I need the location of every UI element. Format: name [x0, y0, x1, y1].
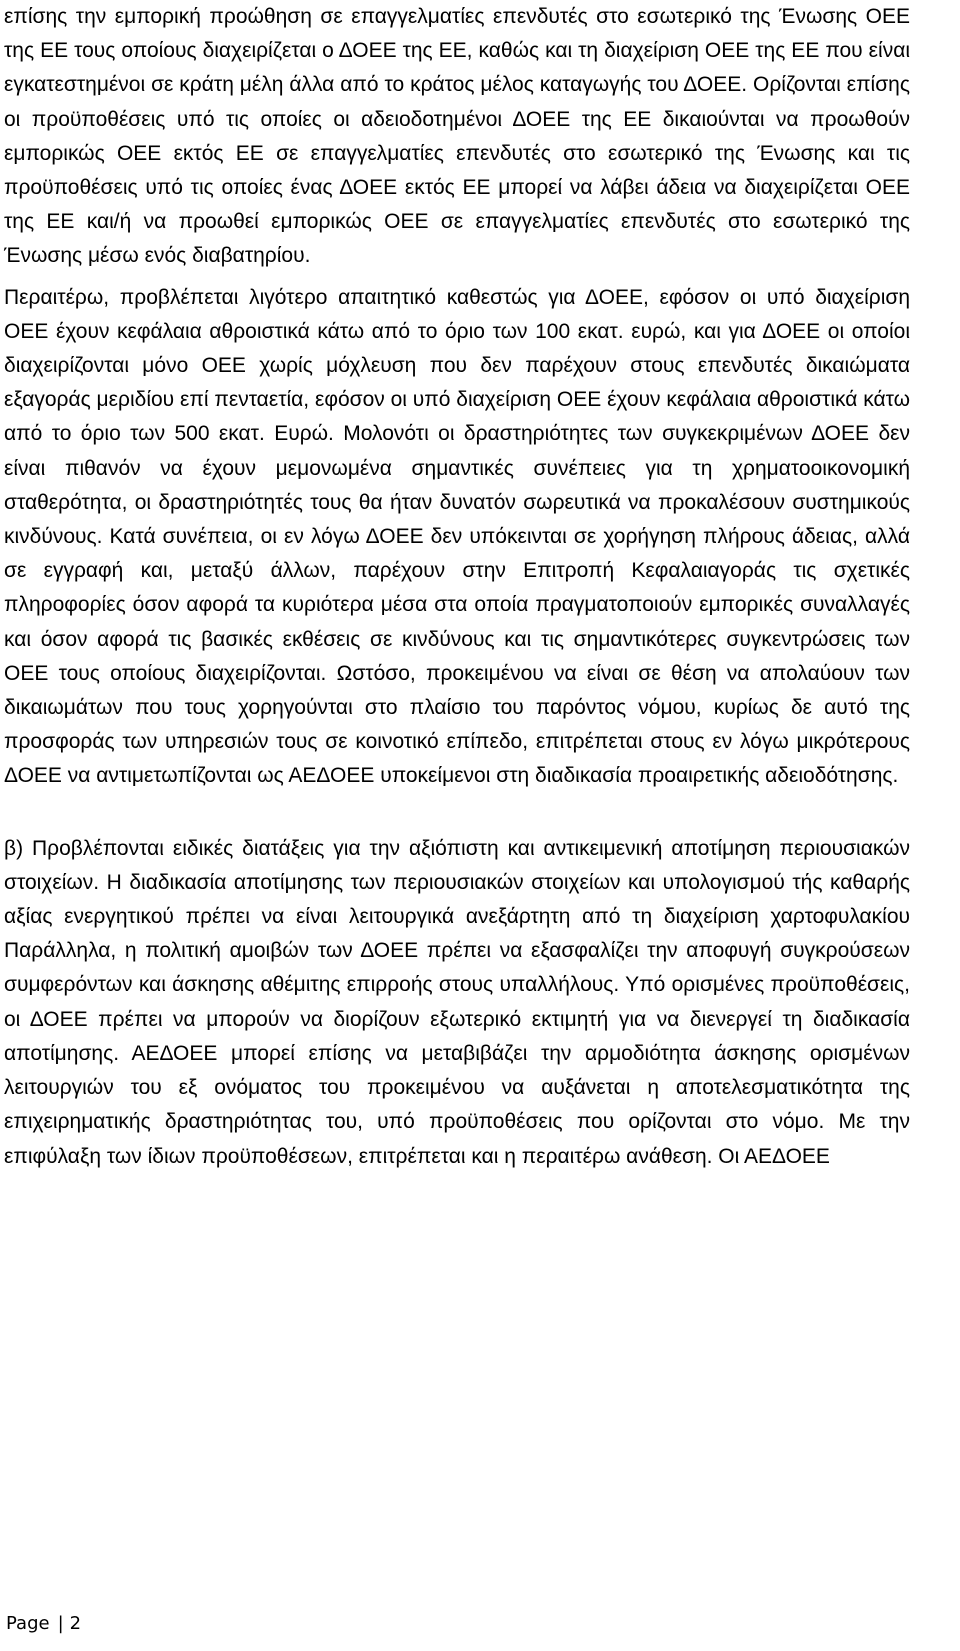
- page-footer: [6, 1612, 81, 1636]
- paragraph-3: β) Προβλέπονται ειδικές διατάξεις για την αξιόπιστη και αντικειμενική αποτίμηση περιουσιακών στοιχείων. Η διαδικασία αποτίμησης των περιουσιακών στοιχείων και υπολογισμού τής καθαρής αξίας ενεργητικού πρέπει να είναι λειτουργικά ανεξάρτητη από τη διαχείριση χαρτοφυλακίου Παράλληλα, η πολιτική αμοιβών των ΔΟΕΕ πρέπει να εξασφαλίζει την αποφυγή συγκρούσεων συμφερόντων και άσκησης αθέμιτης επιρροής στους υπαλλήλους. Υπό ορισμένες προϋποθέσεις, οι ΔΟΕΕ πρέπει να μπορούν να διορίζουν εξωτερικό εκτιμητή για να διενεργεί τη διαδικασία αποτίμησης. ΑΕΔΟΕΕ μπορεί επίσης να μεταβιβάζει την αρμοδιότητα άσκησης ορισμένων λειτουργιών του εξ ονόματος του προκειμένου να αυξάνεται η αποτελεσματικότητα της επιχειρηματικής δραστηριότητας του, υπό προϋποθέσεις που ορίζονται στο νόμο. Με την επιφύλαξη των ίδιων προϋποθέσεων, επιτρέπεται και η περαιτέρω ανάθεση. Οι ΑΕΔΟΕΕ: [4, 836, 910, 1168]
- page-number: 2: [69, 1613, 82, 1634]
- page-separator: |: [57, 1613, 64, 1634]
- page-label: Page: [6, 1613, 50, 1634]
- paragraph-2: Περαιτέρω, προβλέπεται λιγότερο απαιτητικό καθεστώς για ΔΟΕΕ, εφόσον οι υπό διαχείριση ΟΕΕ έχουν κεφάλαια αθροιστικά κάτω από το όριο των 100 εκατ. ευρώ, και για ΔΟΕΕ οι οποίοι διαχειρίζονται μόνο ΟΕΕ χωρίς μόχλευση που δεν παρέχουν στους επενδυτές δικαιώματα εξαγοράς μεριδίου επί πενταετία, εφόσον οι υπό διαχείριση ΟΕΕ έχουν κεφάλαια αθροιστικά κάτω από το όριο των 500 εκατ. Ευρώ. Μολονότι οι δραστηριότητες των συγκεκριμένων ΔΟΕΕ δεν είναι πιθανόν να έχουν μεμονωμένα σημαντικές συνέπειες για τη χρηματοοικονομική σταθερότητα, οι δραστηριότητές τους θα ήταν δυνατόν σωρευτικά να προκαλέσουν συστημικούς κινδύνους. Κατά συνέπεια, οι εν λόγω ΔΟΕΕ δεν υπόκεινται σε χορήγηση πλήρους άδειας, αλλά σε εγγραφή και, μεταξύ άλλων, παρέχουν στην Επιτροπή Κεφαλαιαγοράς τις σχετικές πληροφορίες όσον αφορά τα κυριότερα μέσα στα οποία πραγματοποιούν εμπορικές συναλλαγές και όσον αφορά τις βασικές εκθέσεις σε κινδύνους και τις σημαντικότερες συγκεντρώσεις των ΟΕΕ τους οποίους διαχειρίζονται. Ωστόσο, προκειμένου να είναι σε θέση να απολαύουν των δικαιωμάτων που τους χορηγούνται στο πλαίσιο του παρόντος νόμου, κυρίως δε αυτό της προσφοράς των υπηρεσιών τους σε κοινοτικό επίπεδο, επιτρέπεται στους εν λόγω μικρότερους ΔΟΕΕ να αντιμετωπίζονται ως ΑΕΔΟΕΕ υποκείμενοι στη διαδικασία προαιρετικής αδειοδότησης.: [4, 285, 911, 788]
- document-body: [4, 0, 910, 1174]
- paragraph-1: επίσης την εμπορική προώθηση σε επαγγελματίες επενδυτές στο εσωτερικό της Ένωσης ΟΕΕ της ΕΕ τους οποίους διαχειρίζεται ο ΔΟΕΕ της ΕΕ, καθώς και τη διαχείριση ΟΕΕ της ΕΕ που είναι εγκατεστημένοι σε κράτη μέλη άλλα από το κράτος μέλος καταγωγής του ΔΟΕΕ. Ορίζονται επίσης οι προϋποθέσεις υπό τις οποίες οι αδειοδοτημένοι ΔΟΕΕ της ΕΕ δικαιούνται να προωθούν εμπορικώς ΟΕΕ εκτός ΕΕ σε επαγγελματίες επενδυτές στο εσωτερικό της Ένωσης και τις προϋποθέσεις υπό τις οποίες ένας ΔΟΕΕ εκτός ΕΕ μπορεί να λάβει άδεια να διαχειρίζεται ΟΕΕ της ΕΕ και/ή να προωθεί εμπορικώς ΟΕΕ σε επαγγελματίες επενδυτές στο εσωτερικό της Ένωσης μέσω ενός διαβατηρίου.: [4, 5, 910, 268]
